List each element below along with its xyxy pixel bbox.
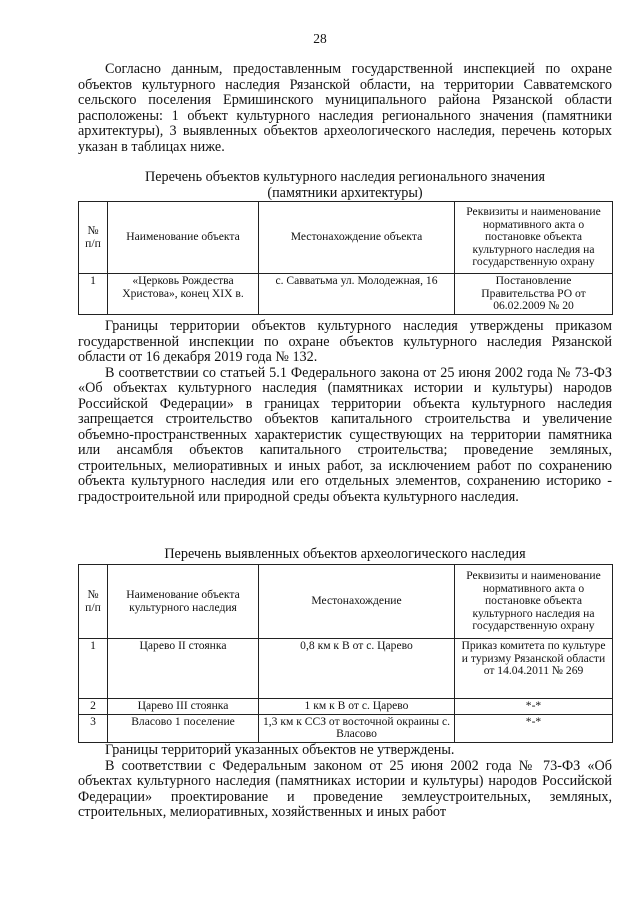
middle-text-block [78,319,612,505]
table2-row1-num: 1 [79,639,108,699]
table2-row1-name: Царево II стоянка [108,639,259,699]
table1-row1-location: с. Савватьма ул. Молодежная, 16 [259,274,455,315]
table2-header-name: Наименование объекта культурного наследия [108,565,259,639]
intro-paragraph: Согласно данным, предоставленным государственной инспекцией по охране объектов культурного наследия Рязанской области, на территории Савватемского сельского поселения Ермишинского муниципального района Рязанской области расположены: 1 объект культурного наследия регионального значения (памятники архитектуры), 3 выявленных объектов археологического наследия, перечень которых указан в таблицах ниже. [78,61,612,155]
table2-row3-num: 3 [79,714,108,742]
table1-header-num: № п/п [79,202,108,274]
table2-header-act: Реквизиты и наименование нормативного акта о постановке объекта культурного наследия на государственную охрану [455,565,613,639]
paragraph-borders-approved: Границы территории объектов культурного наследия утверждены приказом государственной инспекции по охране объектов культурного наследия Рязанской области от 16 декабря 2019 года № 132. [78,318,612,365]
page-number: 28 [313,31,327,46]
table1-header-location: Местонахождение объекта [259,202,455,274]
archaeological-objects-table [78,564,613,743]
table2-header-row [79,565,613,639]
table1-row1-num: 1 [79,274,108,315]
table2-row2-location: 1 км к В от с. Царево [259,699,455,715]
table1-caption-line1: Перечень объектов культурного наследия регионального значения [144,169,546,185]
table-row [79,639,613,699]
intro-text-block [78,62,612,155]
table2-header-location: Местонахождение [259,565,455,639]
table1-caption-line2: (памятники архитектуры) [267,184,423,201]
table2-row2-name: Царево III стоянка [108,699,259,715]
table1-header-act: Реквизиты и наименование нормативного акта о постановке объекта культурного наследия на государственную охрану [455,202,613,274]
table2-row2-num: 2 [79,699,108,715]
paragraph-article-5-1: В соответствии со статьей 5.1 Федерального закона от 25 июня 2002 года № 73-ФЗ «Об объектах культурного наследия (памятниках истории и культуры) народов Российской Федерации» в границах территории объекта культурного наследия запрещается строительство объектов капитального строительства и увеличение объемно-пространственных характеристик существующих на территории памятника или ансамбля объектов капитального строительства; проведение земляных, строительных, мелиоративных и иных работ, за исключением работ по сохранению объекта культурного наследия или его отдельных элементов, сохранению историко - градостроительной или природной среды объекта культурного наследия. [78,364,612,505]
paragraph-federal-law: В соответствии с Федеральным законом от 25 июня 2002 года № 73-ФЗ «Об объектах культурного наследия (памятниках истории и культуры) народов Российской Федерации» проектирование и проведение землеустроительных, земляных, строительных, мелиоративных, хозяйственных и иных работ [78,757,612,820]
table2-row3-act: *-* [455,714,613,742]
table2-row2-act: *-* [455,699,613,715]
table2-header-num: № п/п [79,565,108,639]
table2-caption: Перечень выявленных объектов археологического наследия [164,546,526,562]
table1-row1-act: Постановление Правительства РО от 06.02.2009 № 20 [455,274,613,315]
table2-row1-act: Приказ комитета по культуре и туризму Рязанской области от 14.04.2011 № 269 [455,639,613,699]
table-row [79,274,613,315]
table2-row1-location: 0,8 км к В от с. Царево [259,639,455,699]
table-row [79,714,613,742]
bottom-text-block [78,743,612,821]
table1-header-row [79,202,613,274]
table2-row3-location: 1,3 км к ССЗ от восточной окраины с. Власово [259,714,455,742]
table1-header-name: Наименование объекта [108,202,259,274]
paragraph-borders-not-approved: Границы территорий указанных объектов не утверждены. [105,742,455,758]
heritage-objects-table [78,201,613,315]
table1-caption [78,170,612,201]
table2-row3-name: Власово 1 поселение [108,714,259,742]
table-row [79,699,613,715]
table1-row1-name: «Церковь Рождества Христова», конец XIX в. [108,274,259,315]
